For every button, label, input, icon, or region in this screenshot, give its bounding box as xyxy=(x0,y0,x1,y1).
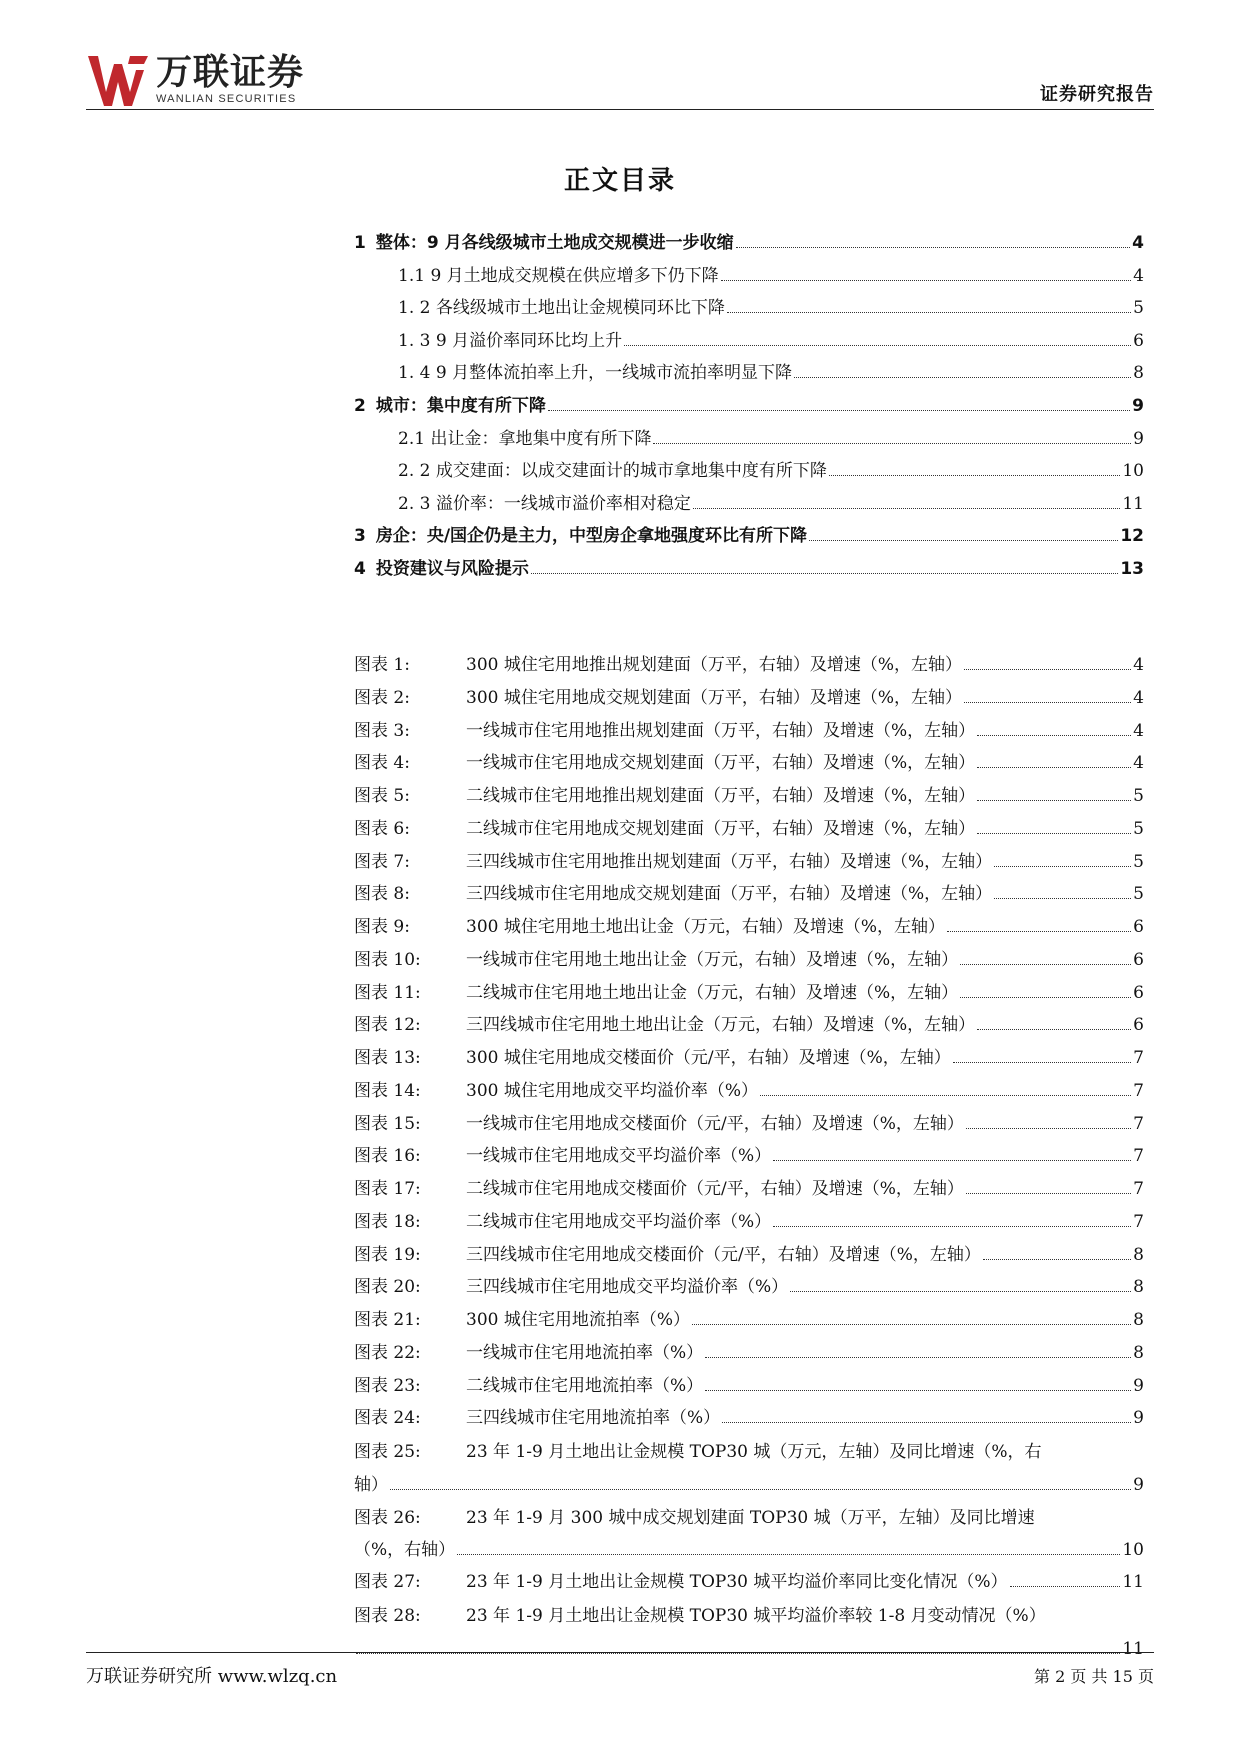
dot-leader xyxy=(760,1095,1131,1096)
figure-page: 9 xyxy=(1133,1408,1144,1429)
dot-leader xyxy=(977,800,1131,801)
figure-entry[interactable] xyxy=(354,781,1144,814)
dot-leader xyxy=(994,898,1131,899)
dot-leader xyxy=(705,1357,1131,1358)
page-number: 第 2 页 共 15 页 xyxy=(1034,1667,1154,1686)
toc-entry[interactable] xyxy=(354,293,1144,326)
figure-label: 图表 2: xyxy=(354,687,410,708)
figure-page: 10 xyxy=(1122,1540,1144,1561)
figure-entry[interactable] xyxy=(354,1141,1144,1174)
figure-label: 图表 11: xyxy=(354,982,421,1003)
figure-title: 三四线城市住宅用地成交平均溢价率（%） xyxy=(466,1277,789,1298)
figure-title: 300 城住宅用地成交平均溢价率（%） xyxy=(466,1080,759,1101)
figure-label: 图表 27: xyxy=(354,1572,421,1592)
figure-title: 三四线城市住宅用地成交规划建面（万平，右轴）及增速（%，左轴） xyxy=(466,884,993,905)
dot-leader xyxy=(722,1422,1131,1423)
figure-page: 5 xyxy=(1133,884,1144,905)
toc-entry-title: 房企：央/国企仍是主力，中型房企拿地强度环比有所下降 xyxy=(375,526,808,547)
figure-entry[interactable] xyxy=(354,650,1144,683)
toc-entry[interactable] xyxy=(354,326,1144,359)
figure-title: 二线城市住宅用地成交规划建面（万平，右轴）及增速（%，左轴） xyxy=(466,818,976,839)
figure-title: 23 年 1-9 月土地出让金规模 TOP30 城平均溢价率同比变化情况（%） xyxy=(466,1572,1008,1592)
figure-label: 图表 9: xyxy=(354,917,410,937)
figure-label: 图表 1: xyxy=(354,655,410,675)
figure-entry[interactable] xyxy=(354,1076,1144,1109)
toc-entry-title: 2.1 出让金：拿地集中度有所下降 xyxy=(398,428,652,449)
wanlian-logo-icon xyxy=(86,52,150,108)
figure-entry[interactable] xyxy=(354,1371,1144,1404)
dot-leader xyxy=(721,280,1132,281)
figure-entry-line xyxy=(354,1534,1144,1567)
figure-label: 图表 23: xyxy=(354,1375,421,1396)
figure-title: 三四线城市住宅用地成交楼面价（元/平，右轴）及增速（%，左轴） xyxy=(466,1244,981,1265)
dot-leader xyxy=(1010,1586,1121,1587)
figure-entry[interactable] xyxy=(354,1010,1144,1043)
figure-title: 300 城住宅用地成交规划建面（万平，右轴）及增速（%，左轴） xyxy=(466,687,963,708)
header-divider xyxy=(86,109,1154,110)
figure-title: 二线城市住宅用地流拍率（%） xyxy=(466,1375,704,1396)
logo-chinese-name: 万联证券 xyxy=(156,52,305,93)
figure-page: 9 xyxy=(1133,1375,1144,1396)
figure-label: 图表 22: xyxy=(354,1342,421,1363)
figure-title: 二线城市住宅用地成交楼面价（元/平，右轴）及增速（%，左轴） xyxy=(466,1179,964,1199)
dot-leader xyxy=(953,1062,1131,1063)
dot-leader xyxy=(705,1390,1131,1391)
figure-entry[interactable] xyxy=(354,847,1144,880)
toc-entry-page: 6 xyxy=(1133,330,1144,351)
figure-entry-line xyxy=(354,1600,1144,1633)
figure-page: 7 xyxy=(1133,1179,1144,1199)
figure-label: 图表 10: xyxy=(354,949,421,970)
figure-title: 一线城市住宅用地推出规划建面（万平，右轴）及增速（%，左轴） xyxy=(466,720,976,741)
figure-page: 4 xyxy=(1133,720,1144,741)
dot-leader xyxy=(829,475,1121,476)
figure-label: 图表 18: xyxy=(354,1211,421,1232)
figure-label: 图表 13: xyxy=(354,1048,421,1068)
figure-label: 图表 4: xyxy=(354,753,410,774)
figure-title-continued: （%，右轴） xyxy=(354,1540,456,1561)
figure-entry[interactable] xyxy=(354,1403,1144,1436)
figure-title: 300 城住宅用地土地出让金（万元，右轴）及增速（%，左轴） xyxy=(466,917,946,937)
figure-title: 300 城住宅用地推出规划建面（万平，右轴）及增速（%，左轴） xyxy=(466,655,963,675)
figure-page: 7 xyxy=(1133,1211,1144,1232)
toc-entry[interactable] xyxy=(354,424,1144,457)
dot-leader xyxy=(727,312,1131,313)
toc-entry-title: 2. 3 溢价率：一线城市溢价率相对稳定 xyxy=(398,493,691,514)
figure-entry[interactable] xyxy=(354,1207,1144,1240)
figure-title-continued: 轴） xyxy=(354,1474,388,1495)
toc-entry-title: 投资建议与风险提示 xyxy=(375,558,529,579)
figure-entry-line xyxy=(354,1633,1144,1666)
toc-entry[interactable] xyxy=(354,391,1144,424)
figure-title: 二线城市住宅用地土地出让金（万元，右轴）及增速（%，左轴） xyxy=(466,982,959,1003)
toc-entry[interactable] xyxy=(354,521,1144,554)
figure-title: 23 年 1-9 月土地出让金规模 TOP30 城（万元，左轴）及同比增速（%，右 xyxy=(466,1442,1042,1462)
figure-label: 图表 28: xyxy=(354,1605,421,1626)
toc-entry[interactable] xyxy=(354,228,1144,261)
figure-entry[interactable] xyxy=(354,912,1144,945)
figure-title: 300 城住宅用地成交楼面价（元/平，右轴）及增速（%，左轴） xyxy=(466,1048,951,1068)
figure-title: 三四线城市住宅用地流拍率（%） xyxy=(466,1408,721,1429)
figure-page: 5 xyxy=(1133,786,1144,806)
dot-leader xyxy=(994,866,1131,867)
figure-label: 图表 6: xyxy=(354,818,410,839)
toc-entry-title: 2. 2 成交建面：以成交建面计的城市拿地集中度有所下降 xyxy=(398,461,827,482)
figure-title: 23 年 1-9 月 300 城中成交规划建面 TOP30 城（万平，左轴）及同比增速 xyxy=(466,1507,1035,1528)
figure-entry[interactable] xyxy=(354,978,1144,1011)
figure-entry[interactable] xyxy=(354,1272,1144,1305)
page-title: 正文目录 xyxy=(563,166,676,196)
figure-page: 8 xyxy=(1133,1244,1144,1265)
dot-leader xyxy=(692,1324,1131,1325)
toc-entry-page: 5 xyxy=(1133,298,1144,319)
toc-entry[interactable] xyxy=(354,358,1144,391)
company-logo xyxy=(86,52,304,110)
figure-page: 7 xyxy=(1133,1146,1144,1167)
figure-page: 8 xyxy=(1133,1342,1144,1363)
figure-page: 8 xyxy=(1133,1310,1144,1330)
dot-leader xyxy=(964,669,1131,670)
figure-page: 4 xyxy=(1133,687,1144,708)
dot-leader xyxy=(653,443,1131,444)
figure-entry[interactable] xyxy=(354,1338,1144,1371)
figure-title: 23 年 1-9 月土地出让金规模 TOP30 城平均溢价率较 1-8 月变动情况（%） xyxy=(466,1605,1046,1626)
dot-leader xyxy=(548,410,1130,411)
figure-title: 300 城住宅用地流拍率（%） xyxy=(466,1310,691,1330)
dot-leader xyxy=(773,1160,1131,1161)
figure-entry-line xyxy=(354,1436,1144,1469)
figure-entry[interactable] xyxy=(354,1436,1144,1502)
toc-entry[interactable] xyxy=(354,261,1144,294)
figure-entry[interactable] xyxy=(354,716,1144,749)
figure-entry[interactable] xyxy=(354,879,1144,912)
toc-entry-title: 1.1 9 月土地成交规模在供应增多下仍下降 xyxy=(398,265,719,286)
table-of-contents xyxy=(354,228,1144,587)
figure-entry[interactable] xyxy=(354,1305,1144,1338)
figure-entry[interactable] xyxy=(354,945,1144,978)
footer-divider xyxy=(86,1652,1154,1653)
toc-entry[interactable] xyxy=(354,456,1144,489)
figure-page: 4 xyxy=(1133,753,1144,774)
figure-entry[interactable] xyxy=(354,683,1144,716)
dot-leader xyxy=(457,1554,1120,1555)
figure-label: 图表 8: xyxy=(354,884,410,905)
figure-label: 图表 24: xyxy=(354,1408,421,1429)
dot-leader xyxy=(390,1489,1131,1490)
figure-label: 图表 16: xyxy=(354,1146,421,1167)
dot-leader xyxy=(947,931,1131,932)
toc-entry-title: 1. 3 9 月溢价率同环比均上升 xyxy=(398,330,623,351)
dot-leader xyxy=(794,377,1131,378)
page-header xyxy=(0,0,1240,120)
figure-entry[interactable] xyxy=(354,1600,1144,1666)
figure-page: 7 xyxy=(1133,1113,1144,1134)
figure-entry[interactable] xyxy=(354,1043,1144,1076)
figure-entry[interactable] xyxy=(354,1174,1144,1207)
figure-entry-line xyxy=(354,1469,1144,1502)
toc-entry-title: 整体：9 月各线级城市土地成交规模进一步收缩 xyxy=(375,233,734,253)
figure-page: 6 xyxy=(1133,1015,1144,1036)
dot-leader xyxy=(966,1128,1131,1129)
figure-entry-line xyxy=(354,1502,1144,1535)
figure-title: 二线城市住宅用地成交平均溢价率（%） xyxy=(466,1211,772,1232)
dot-leader xyxy=(693,508,1121,509)
toc-entry-title: 城市：集中度有所下降 xyxy=(375,395,546,416)
figure-title: 三四线城市住宅用地推出规划建面（万平，右轴）及增速（%，左轴） xyxy=(466,851,993,872)
dot-leader xyxy=(624,345,1131,346)
dot-leader xyxy=(790,1291,1131,1292)
figure-page: 6 xyxy=(1133,949,1144,970)
toc-entry-number: 4 xyxy=(354,558,366,579)
figure-label: 图表 20: xyxy=(354,1277,421,1298)
logo-english-name: WANLIAN SECURITIES xyxy=(156,93,297,105)
figure-page: 7 xyxy=(1133,1080,1144,1101)
dot-leader xyxy=(977,735,1131,736)
figure-title: 一线城市住宅用地流拍率（%） xyxy=(466,1342,704,1363)
figure-label: 图表 12: xyxy=(354,1015,421,1036)
figure-label: 图表 19: xyxy=(354,1244,421,1265)
figure-entry[interactable] xyxy=(354,1240,1144,1273)
dot-leader xyxy=(966,1193,1131,1194)
figure-list xyxy=(354,650,1144,1665)
figure-page: 8 xyxy=(1133,1277,1144,1298)
toc-entry-number: 1 xyxy=(354,233,366,253)
figure-page: 6 xyxy=(1133,982,1144,1003)
dot-leader xyxy=(960,997,1131,998)
toc-entry[interactable] xyxy=(354,554,1144,587)
toc-entry-page: 12 xyxy=(1120,526,1144,547)
dot-leader xyxy=(531,573,1118,574)
dot-leader xyxy=(977,1029,1131,1030)
figure-entry[interactable] xyxy=(354,1567,1144,1600)
toc-entry-page: 4 xyxy=(1132,233,1144,253)
toc-entry-number: 2 xyxy=(354,395,366,416)
figure-title: 一线城市住宅用地成交楼面价（元/平，右轴）及增速（%，左轴） xyxy=(466,1113,964,1134)
toc-entry-number: 3 xyxy=(354,526,366,547)
figure-label: 图表 25: xyxy=(354,1442,421,1462)
toc-entry-title: 1. 2 各线级城市土地出让金规模同环比下降 xyxy=(398,298,725,319)
toc-entry-page: 11 xyxy=(1122,493,1144,514)
figure-label: 图表 21: xyxy=(354,1310,421,1330)
dot-leader xyxy=(983,1259,1131,1260)
figure-page: 5 xyxy=(1133,818,1144,839)
figure-label: 图表 17: xyxy=(354,1179,421,1199)
figure-title: 三四线城市住宅用地土地出让金（万元，右轴）及增速（%，左轴） xyxy=(466,1015,976,1036)
figure-entry[interactable] xyxy=(354,1502,1144,1568)
figure-page: 4 xyxy=(1133,655,1144,675)
figure-title: 一线城市住宅用地成交规划建面（万平，右轴）及增速（%，左轴） xyxy=(466,753,976,774)
figure-title: 一线城市住宅用地成交平均溢价率（%） xyxy=(466,1146,772,1167)
dot-leader xyxy=(736,247,1131,248)
toc-entry-page: 10 xyxy=(1122,461,1144,482)
figure-label: 图表 7: xyxy=(354,851,410,872)
footer-institute: 万联证券研究所 www.wlzq.cn xyxy=(86,1666,338,1687)
figure-label: 图表 14: xyxy=(354,1080,421,1101)
dot-leader xyxy=(809,540,1118,541)
figure-page: 11 xyxy=(1122,1572,1144,1592)
toc-entry-page: 9 xyxy=(1132,395,1144,416)
figure-page: 9 xyxy=(1133,1474,1144,1495)
figure-page: 11 xyxy=(1122,1638,1144,1659)
figure-label: 图表 15: xyxy=(354,1113,421,1134)
figure-label: 图表 5: xyxy=(354,786,410,806)
figure-label: 图表 3: xyxy=(354,720,410,741)
figure-label: 图表 26: xyxy=(354,1507,421,1528)
figure-title: 一线城市住宅用地土地出让金（万元，右轴）及增速（%，左轴） xyxy=(466,949,959,970)
dot-leader xyxy=(773,1226,1131,1227)
toc-entry-title: 1. 4 9 月整体流拍率上升，一线城市流拍率明显下降 xyxy=(398,363,793,384)
dot-leader xyxy=(964,702,1131,703)
figure-page: 6 xyxy=(1133,917,1144,937)
figure-entry[interactable] xyxy=(354,814,1144,847)
toc-entry-page: 13 xyxy=(1120,558,1144,579)
toc-entry-page: 4 xyxy=(1133,265,1144,286)
toc-entry-page: 8 xyxy=(1133,363,1144,384)
figure-page: 7 xyxy=(1133,1048,1144,1068)
report-type-label: 证券研究报告 xyxy=(1040,84,1154,105)
figure-entry[interactable] xyxy=(354,1109,1144,1142)
toc-entry-page: 9 xyxy=(1133,428,1144,449)
dot-leader xyxy=(960,964,1131,965)
dot-leader xyxy=(977,767,1131,768)
toc-entry[interactable] xyxy=(354,489,1144,522)
dot-leader xyxy=(977,833,1131,834)
figure-title: 二线城市住宅用地推出规划建面（万平，右轴）及增速（%，左轴） xyxy=(466,786,976,806)
figure-page: 5 xyxy=(1133,851,1144,872)
figure-entry[interactable] xyxy=(354,748,1144,781)
